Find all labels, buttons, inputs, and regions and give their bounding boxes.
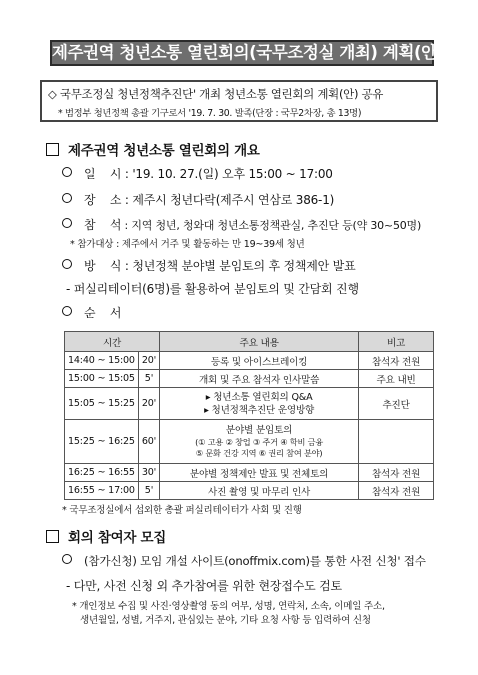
table-header-row — [65, 332, 434, 352]
target-note: * 참가대상 : 제주에서 거주 및 활동하는 만 19~39세 청년 — [70, 239, 305, 250]
row-note: 참석자 전원 — [359, 482, 434, 500]
row-note — [359, 420, 434, 464]
schedule-footnote: * 국무조정실에서 섭외한 총괄 퍼실리테이터가 사회 및 진행 — [62, 505, 302, 516]
table-row — [65, 482, 434, 500]
table-row — [65, 370, 434, 388]
method-sub: - 퍼실리테이터(6명)를 활용하여 분임토의 및 간담회 진행 — [66, 282, 359, 296]
section-overview-title: 제주권역 청년소통 열린회의 개요 — [68, 143, 260, 159]
row-content — [160, 420, 359, 464]
date-row — [62, 165, 333, 182]
checkbox-square-icon — [46, 143, 59, 156]
bullet-circle-icon — [62, 218, 72, 228]
row-content-line: ▸ 청년소통 열린회의 Q&A — [205, 391, 313, 403]
recruit-note-line-2: 생년월일, 성별, 거주지, 관심있는 분야, 기타 요청 사항 등 입력하여 신청 — [80, 615, 371, 626]
row-time: 15:00 ~ 15:05 — [65, 370, 139, 388]
row-content-line: 분야별 분임토의 — [225, 425, 293, 436]
method-value: : 청년정책 분야별 분임토의 후 정책제안 발표 — [124, 259, 356, 273]
order-label: 순 서 — [84, 306, 122, 320]
header-time: 시간 — [65, 332, 160, 352]
table-row — [65, 420, 434, 464]
row-content: 개회 및 주요 참석자 인사말씀 — [160, 370, 359, 388]
table-row — [65, 388, 434, 420]
header-note: 비고 — [359, 332, 434, 352]
row-note: 주요 내빈 — [359, 370, 434, 388]
row-duration: 30' — [138, 464, 159, 482]
row-content: 사진 촬영 및 마무리 인사 — [160, 482, 359, 500]
bullet-circle-icon — [62, 554, 72, 564]
row-time: 16:25 ~ 16:55 — [65, 464, 139, 482]
section-overview-heading — [46, 139, 260, 159]
method-row — [62, 257, 355, 274]
date-value: : '19. 10. 27.(일) 오후 15:00 ~ 17:00 — [124, 167, 333, 181]
row-time: 15:05 ~ 15:25 — [65, 388, 139, 420]
recruit-item-2: - 다만, 사전 신청 외 추가참여를 위한 현장접수도 검토 — [66, 579, 342, 593]
section-recruit-heading — [46, 526, 166, 546]
schedule-table — [64, 331, 434, 500]
row-time: 15:25 ~ 16:25 — [65, 420, 139, 464]
row-content-line: ⑤ 문화 건강 지역 ⑥ 권리 참여 분야) — [195, 448, 323, 458]
row-duration: 5' — [138, 370, 159, 388]
row-content-line: ▸ 청년정책추진단 운영방향 — [204, 404, 315, 416]
row-duration: 60' — [138, 420, 159, 464]
row-content-line: (① 고용 ② 창업 ③ 주거 ④ 학비 금융 — [195, 437, 324, 447]
table-row — [65, 464, 434, 482]
summary-footnote: * 범정부 청년정책 총괄 기구로서 '19. 7. 30. 발족(단장 : 국무2차장, 총 13명) — [58, 108, 362, 119]
recruit-item-1-text: (참가신청) 모임 개설 사이트(onoffmix.com)를 통한 사전 신청' 접수 — [84, 554, 426, 568]
place-value: : 제주시 청년다락(제주시 연삼로 386-1) — [124, 193, 335, 207]
date-label: 일 시 — [84, 167, 122, 181]
attendees-row — [62, 216, 421, 233]
bullet-circle-icon — [62, 259, 72, 269]
order-row — [62, 304, 121, 321]
table-row — [65, 352, 434, 370]
bullet-circle-icon — [62, 167, 72, 177]
method-label: 방 식 — [84, 259, 122, 273]
row-time: 16:55 ~ 17:00 — [65, 482, 139, 500]
summary-box — [40, 80, 438, 122]
row-time: 14:40 ~ 15:00 — [65, 352, 139, 370]
row-note: 참석자 전원 — [359, 352, 434, 370]
row-duration: 5' — [138, 482, 159, 500]
attendees-label: 참 석 — [84, 218, 122, 232]
row-note: 참석자 전원 — [359, 464, 434, 482]
row-note: 추진단 — [359, 388, 434, 420]
bullet-circle-icon — [62, 193, 72, 203]
row-content — [160, 388, 359, 420]
recruit-note-line-1: * 개인정보 수집 및 사진·영상촬영 동의 여부, 성명, 연락처, 소속, 이메일 주소, — [72, 601, 385, 612]
row-content: 등록 및 아이스브레이킹 — [160, 352, 359, 370]
bullet-circle-icon — [62, 306, 72, 316]
section-recruit-title: 회의 참여자 모집 — [68, 530, 166, 546]
header-content: 주요 내용 — [160, 332, 359, 352]
page-title: 제주권역 청년소통 열린회의(국무조정실 개최) 계획(안) — [50, 40, 434, 66]
row-duration: 20' — [138, 352, 159, 370]
recruit-item-1 — [62, 553, 426, 569]
row-duration: 20' — [138, 388, 159, 420]
checkbox-square-icon — [46, 530, 59, 543]
attendees-value: : 지역 청년, 청와대 청년소통정책관실, 추진단 등(약 30~50명) — [124, 219, 422, 232]
place-row — [62, 191, 334, 208]
row-content: 분야별 정책제안 발표 및 전체토의 — [160, 464, 359, 482]
place-label: 장 소 — [84, 193, 122, 207]
summary-text: ◇ 국무조정실 청년정책추진단' 개최 청년소통 열린회의 계획(안) 공유 — [48, 87, 384, 101]
